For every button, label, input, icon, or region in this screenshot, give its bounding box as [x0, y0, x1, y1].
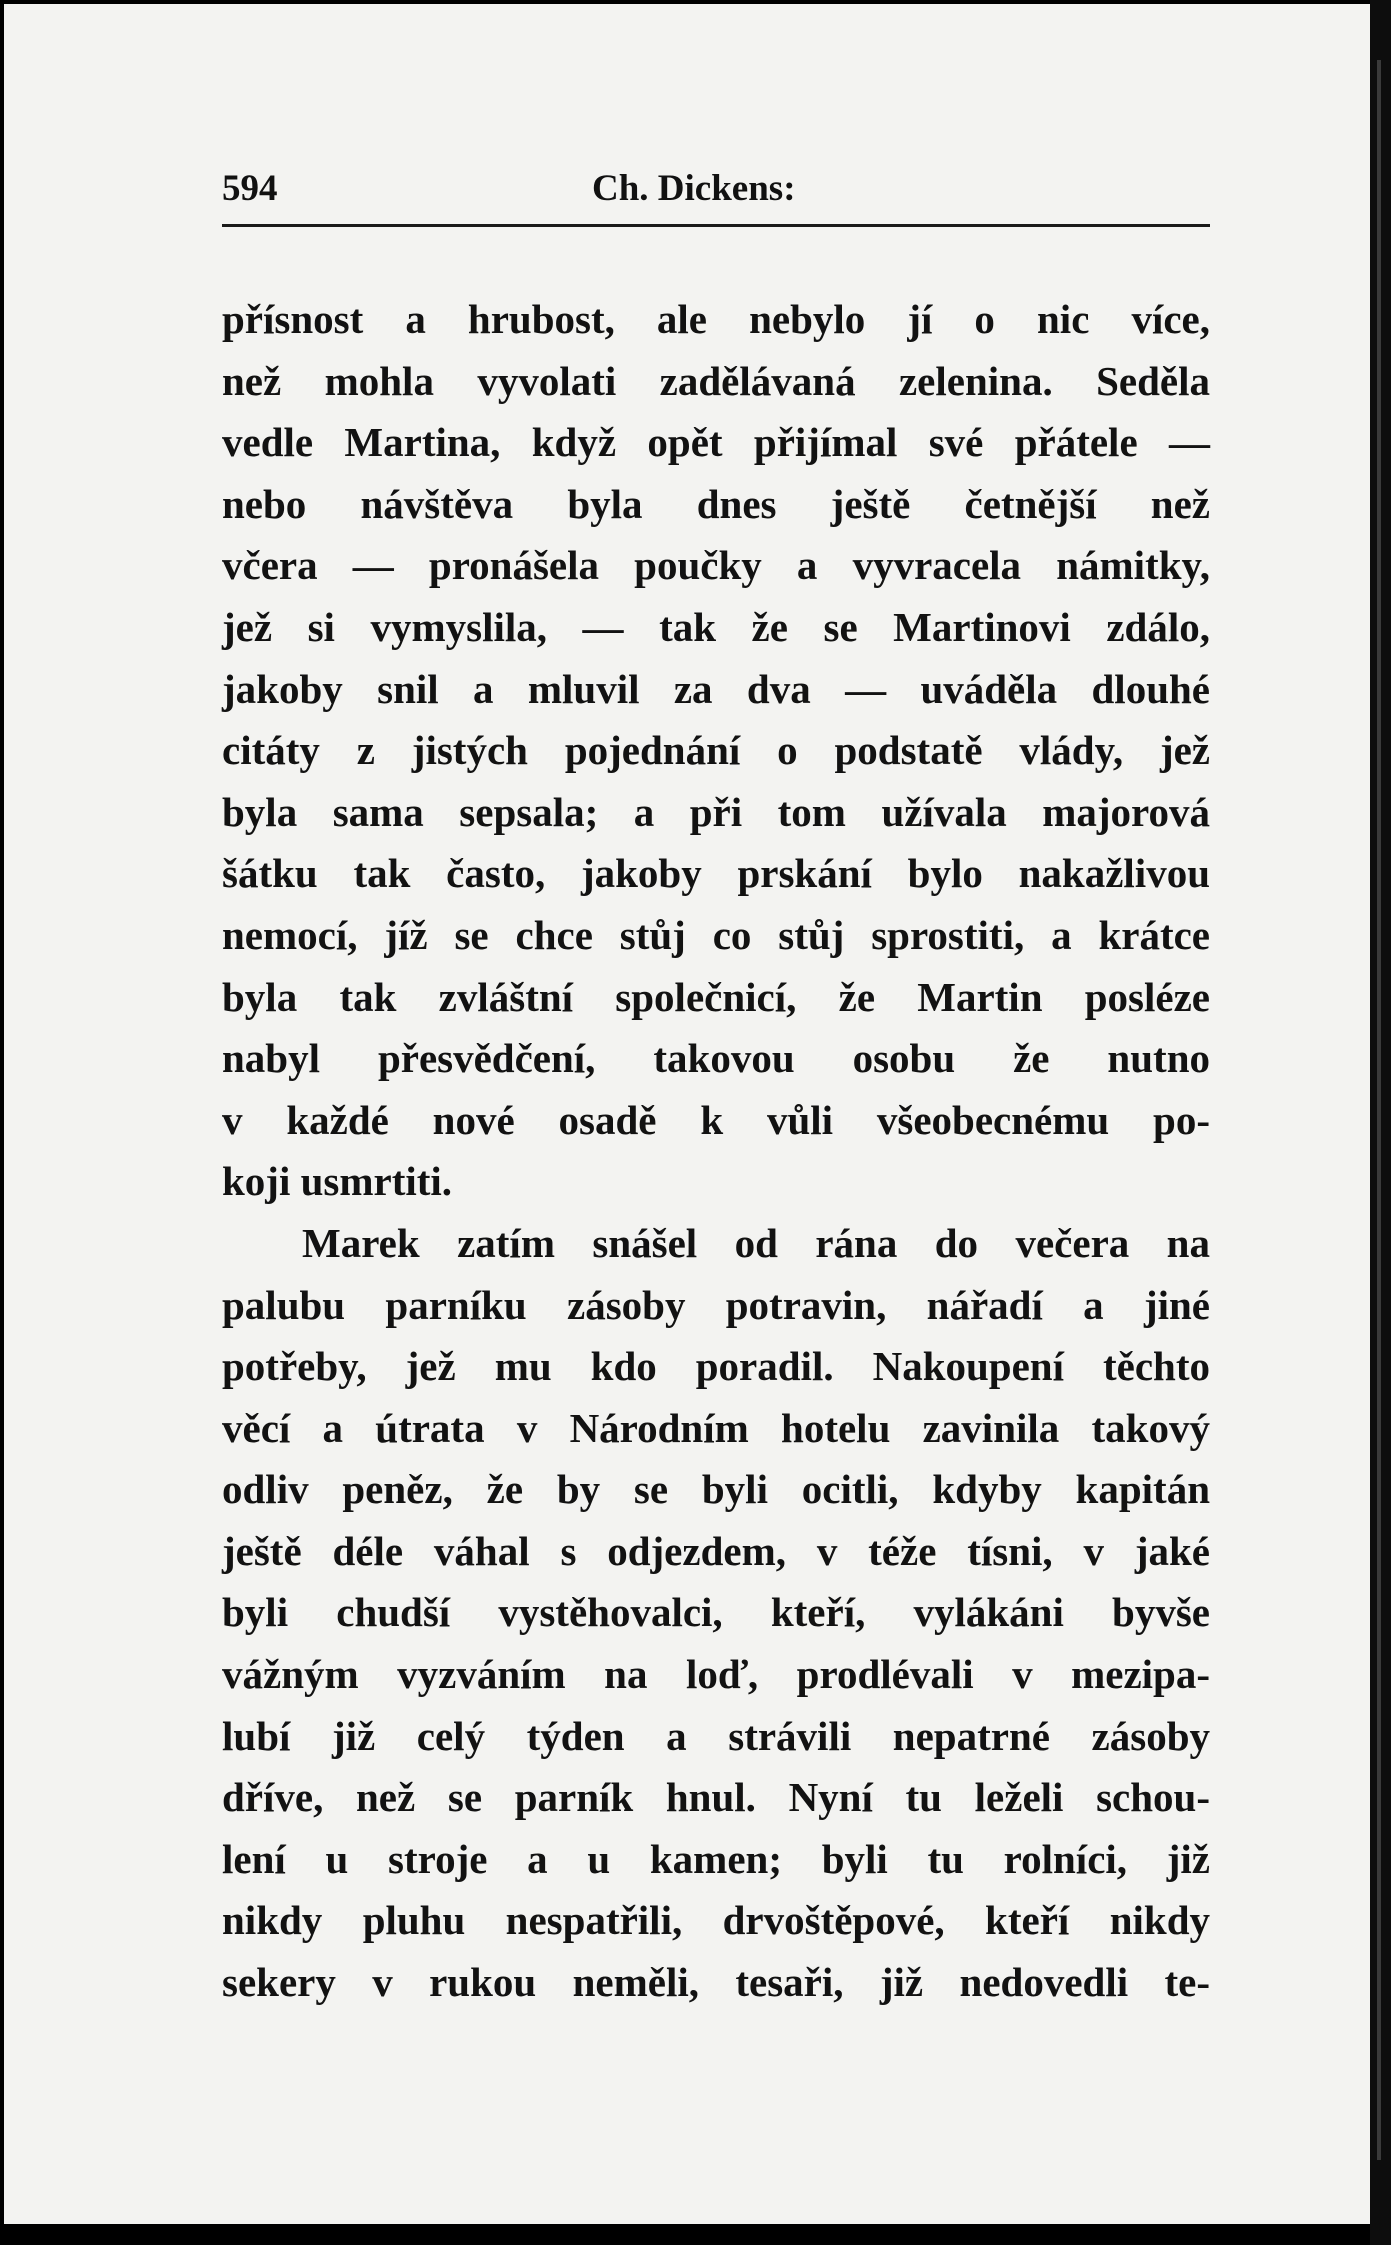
text-line: koji usmrtiti.	[222, 1158, 453, 1205]
text-line: věcí a útrata v Národním hotelu zavinila takový	[222, 1404, 1210, 1451]
text-line: jež si vymyslila, — tak že se Martinovi zdálo,	[222, 603, 1210, 650]
text-line: jakoby snil a mluvil za dva — uváděla dlouhé	[222, 665, 1210, 712]
text-line: včera — pronášela poučky a vyvracela námitky,	[222, 542, 1210, 589]
text-line: lubí již celý týden a strávili nepatrné zásoby	[222, 1712, 1210, 1759]
text-line: šátku tak často, jakoby prskání bylo nakažlivou	[222, 850, 1210, 897]
text-line: nikdy pluhu nespatřili, drvoštěpové, kteří nikdy	[222, 1897, 1210, 1944]
text-line: byli chudší vystěhovalci, kteří, vylákáni byvše	[222, 1589, 1210, 1636]
text-line: potřeby, jež mu kdo poradil. Nakoupení těchto	[222, 1343, 1210, 1390]
text-line: dříve, než se parník hnul. Nyní tu leželi schou-	[222, 1774, 1210, 1821]
text-line: vedle Martina, když opět přijímal své přátele —	[222, 419, 1210, 466]
paragraph	[222, 1213, 1210, 2014]
text-line: Marek zatím snášel od rána do večera na	[302, 1219, 1210, 1266]
paragraph	[222, 289, 1210, 1213]
page-number: 594	[222, 168, 278, 209]
text-line: byla tak zvláštní společnicí, že Martin posléze	[222, 973, 1210, 1020]
text-line: lení u stroje a u kamen; byli tu rolníci, již	[222, 1835, 1210, 1882]
text-line: vážným vyzváním na loď, prodlévali v mezipa-	[222, 1651, 1210, 1698]
text-line: ještě déle váhal s odjezdem, v téže tísni, v jaké	[222, 1527, 1210, 1574]
body-text	[222, 289, 1210, 2014]
page-header	[222, 165, 1210, 213]
page-edge-line	[1377, 60, 1381, 2160]
text-line: palubu parníku zásoby potravin, nářadí a jiné	[222, 1281, 1210, 1328]
text-line: byla sama sepsala; a při tom užívala majorová	[222, 788, 1210, 835]
text-line: citáty z jistých pojednání o podstatě vlády, jež	[222, 727, 1210, 774]
text-line: odliv peněz, že by se byli ocitli, kdyby kapitán	[222, 1466, 1210, 1513]
text-line: nabyl přesvědčení, takovou osobu že nutno	[222, 1035, 1210, 1082]
page-edge-shadow	[1370, 0, 1391, 2245]
text-line: v každé nové osadě k vůli všeobecnému po-	[222, 1096, 1210, 1143]
header-rule	[222, 224, 1210, 227]
text-line: než mohla vyvolati zadělávaná zelenina. Seděla	[222, 357, 1210, 404]
text-line: přísnost a hrubost, ale nebylo jí o nic více,	[222, 296, 1210, 342]
text-line: nemocí, jíž se chce stůj co stůj sprostiti, a krátce	[222, 911, 1210, 958]
running-head: Ch. Dickens:	[592, 168, 796, 209]
text-line: sekery v rukou neměli, tesaři, již nedovedli te-	[222, 1959, 1210, 2006]
text-line: nebo návštěva byla dnes ještě četnější než	[222, 480, 1210, 527]
